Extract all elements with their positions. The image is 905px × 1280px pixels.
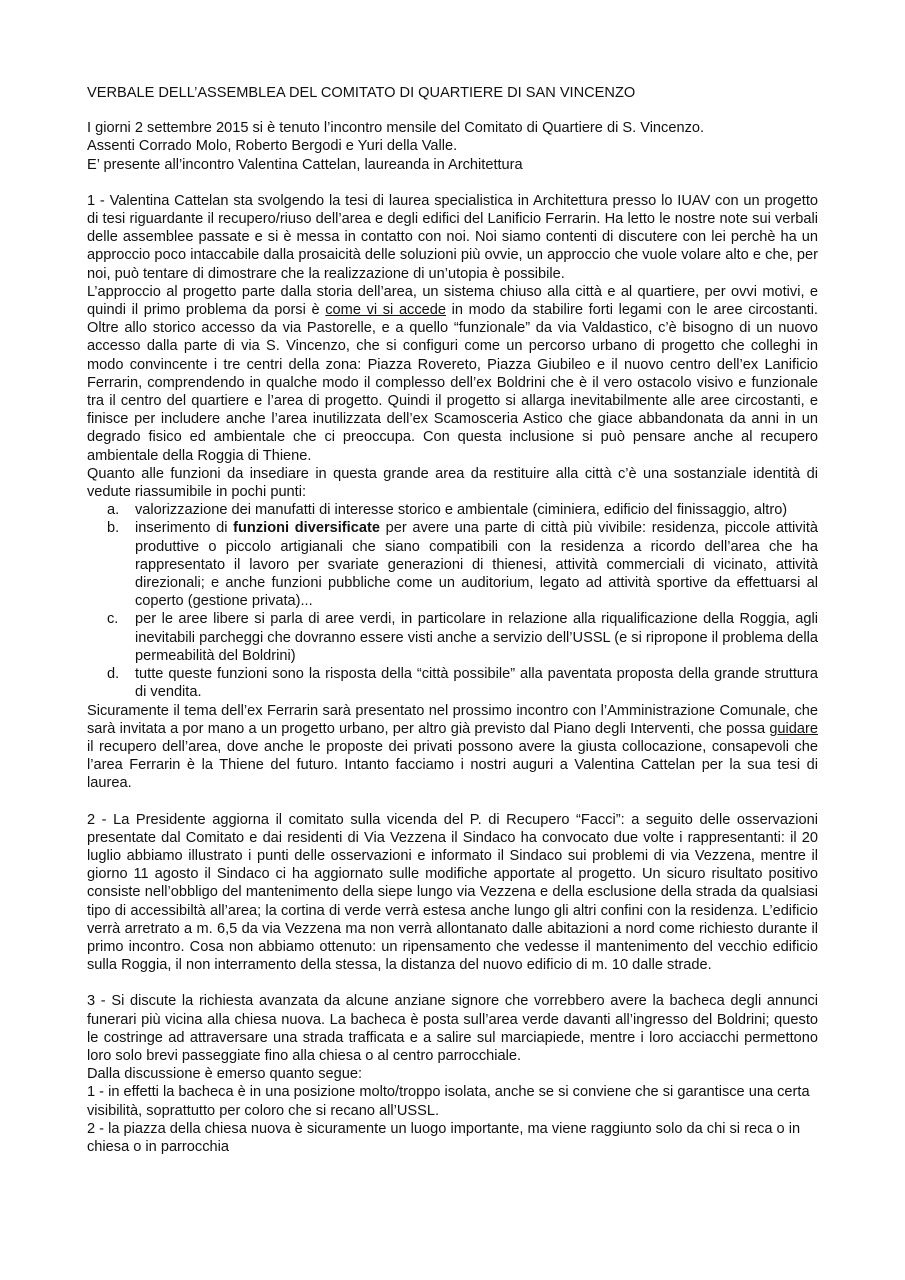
- intro-line-present: E’ presente all’incontro Valentina Cattelan, laureanda in Architettura: [87, 156, 523, 173]
- list-item-text: inserimento di: [135, 520, 234, 537]
- section-3-point-2: 2 - la piazza della chiesa nuova è sicuramente un luogo importante, ma viene raggiunto solo da chi si reca o in chiesa o in parrocchia: [87, 1120, 801, 1155]
- list-item-text: per avere una parte di città più vivibile: residenza, piccole attività produttive o piccolo artigianali che siano compatibili con la residenza a ricordo dell’area che ha rappresentato il lavoro per svariate generazioni di thienesi, attività commerciali di vicinato, attività direzionali; e anche funzioni pubbliche come un auditorium, legato ad attività sportive da effettuarsi al coperto (gestione privata)...: [135, 520, 818, 610]
- bold-text: funzioni diversificate: [233, 520, 380, 537]
- spacer: [87, 793, 818, 811]
- list-marker: b.: [107, 520, 120, 537]
- section-1-paragraph-2: [87, 283, 818, 465]
- paragraph-text: in modo da stabilire forti legami con le aree circostanti. Oltre allo storico accesso da via Pastorelle, e a quello “funzionale” da via Valdastico, c’è bisogno di un nuovo accesso dalla parte di via S. Vincenzo, che si configuri come un percorso urbano di progetto che colleghi in modo convincente i tre centri della zona: Piazza Rovereto, Piazza Giubileo e il nuovo centro dell’ex Lanificio Ferrarin, comprendendo in qualche modo il complesso dell’ex Boldrini che è il vero ostacolo visivo e funzionale tra il centro del quartiere e l’area di progetto. Quindi il progetto si allarga inevitabilmente alle aree circostanti, e finisce per includere anche l’area inutilizzata dell’ex Scamosceria Astico che giace abbandonata da anni in un degrado fisico ed ambientale che ci preoccupa. Con questa inclusione si può pensare anche al recupero ambientale della Roggia di Thiene.: [87, 302, 818, 464]
- section-2: [87, 811, 818, 975]
- section-3-point-1: 1 - in effetti la bacheca è in una posizione molto/troppo isolata, anche se si conviene che si garantisce una certa visibilità, soprattutto per coloro che si recano all’USSL.: [87, 1084, 810, 1119]
- section-1-paragraph-4: [87, 702, 818, 793]
- list-item-text: per le aree libere si parla di aree verdi, in particolare in relazione alla riqualificazione della Roggia, agli inevitabili parcheggi che dovranno essere visti anche a servizio dell’USSL (e si ripropone il problema della permeabilità del Boldrini): [135, 611, 818, 664]
- intro-block: [87, 119, 818, 174]
- list-item-text: valorizzazione dei manufatti di interesse storico e ambientale (ciminiera, edificio del finissaggio, altro): [135, 502, 788, 519]
- spacer: [87, 174, 818, 192]
- underlined-text: come vi si accede: [325, 302, 447, 319]
- intro-line-absent: Assenti Corrado Molo, Roberto Bergodi e Yuri della Valle.: [87, 138, 458, 155]
- list-item-text: tutte queste funzioni sono la risposta della “città possibile” alla paventata proposta della grande struttura di vendita.: [135, 666, 818, 701]
- section-3-paragraph-1: 3 - Si discute la richiesta avanzata da alcune anziane signore che vorrebbero avere la bacheca degli annunci funerari più vicina alla chiesa nuova. La bacheca è posta sull’area verde davanti all’ingresso del Boldrini; questo le costringe ad attraversare una strada trafficata e a salire sul marciapiede, mentre i loro acciacchi permettono loro solo brevi passeggiate fino alla chiesa o al centro parrocchiale.: [87, 993, 818, 1064]
- paragraph-text: Sicuramente il tema dell’ex Ferrarin sarà presentato nel prossimo incontro con l’Amministrazione Comunale, che sarà invitata a por mano a un progetto urbano, per altro già previsto dal Piano degli Interventi, che possa: [87, 702, 818, 737]
- list-item: [107, 519, 818, 610]
- intro-line-date: I giorni 2 settembre 2015 si è tenuto l’incontro mensile del Comitato di Quartiere di S. Vincenzo.: [87, 120, 705, 137]
- list-item: [107, 610, 818, 665]
- section-1-paragraph-1: 1 - Valentina Cattelan sta svolgendo la tesi di laurea specialistica in Architettura presso lo IUAV con un progetto di tesi riguardante il recupero/riuso dell’area e degli edifici del Lanificio Ferrarin. Ha letto le nostre note sui verbali delle assemblee passate e si è messa in contatto con noi. Noi siamo contenti di discutere con lei perchè ha un approccio poco intaccabile dalla prosaicità delle soluzioni più ovvie, un approccio che vuole volare alto e che, per noi, può tentare di dimostrare che la realizzazione di un’utopia è possibile.: [87, 192, 818, 282]
- section-3-paragraph-2: Dalla discussione è emerso quanto segue:: [87, 1066, 363, 1083]
- section-1: [87, 192, 818, 793]
- paragraph-text: il recupero dell’area, dove anche le proposte dei privati possono avere la giusta collocazione, consapevoli che l’area Ferrarin è la Thiene del futuro. Intanto facciamo i nostri auguri a Valentina Cattelan per la sua tesi di laurea.: [87, 738, 818, 792]
- list-item: [107, 665, 818, 701]
- document-title: VERBALE DELL’ASSEMBLEA DEL COMITATO DI QUARTIERE DI SAN VINCENZO: [87, 85, 636, 101]
- list-marker: c.: [107, 611, 119, 628]
- list-marker: a.: [107, 502, 120, 519]
- list-marker: d.: [107, 666, 120, 683]
- functions-list: [87, 501, 818, 701]
- spacer: [87, 974, 818, 992]
- list-item: [107, 501, 818, 519]
- section-2-paragraph-1: 2 - La Presidente aggiorna il comitato sulla vicenda del P. di Recupero “Facci”: a seguito delle osservazioni presentate dal Comitato e dai residenti di Via Vezzena il Sindaco ha convocato due volte i rappresentanti: il 20 luglio abbiamo illustrato i punti delle osservazioni e informato il Sindaco sui problemi di via Vezzena, mentre il giorno 11 agosto il Sindaco ci ha aggiornato sulle modifiche apportate al progetto. Un sicuro risultato positivo consiste nell’obbligo del mantenimento della siepe lungo via Vezzena e della esclusione della strada da qualsiasi tipo di accessibiltà all’area; la cortina di verde verrà estesa anche lungo gli altri confini con la residenza. L’edificio verrà arretrato a m. 6,5 da via Vezzena ma non verrà allontanato dalle abitazioni a nord come richiesto durante il primo incontro. Cosa non abbiamo ottenuto: un ripensamento che vedesse il mantenimento del vecchio edificio sulla Roggia, il non interramento della stessa, la distanza del nuovo edificio di m. 10 dalle strade.: [87, 811, 818, 974]
- section-1-paragraph-3: Quanto alle funzioni da insediare in questa grande area da restituire alla città c’è una sostanziale identità di vedute riassumibile in pochi punti:: [87, 465, 818, 501]
- section-3: [87, 992, 818, 1156]
- underlined-text: guidare: [769, 720, 818, 737]
- paragraph-text: L’approccio al progetto parte dalla storia dell’area, un sistema chiuso alla città e al quartiere, per ovvi motivi, e quindi il primo problema da porsi è: [87, 283, 818, 319]
